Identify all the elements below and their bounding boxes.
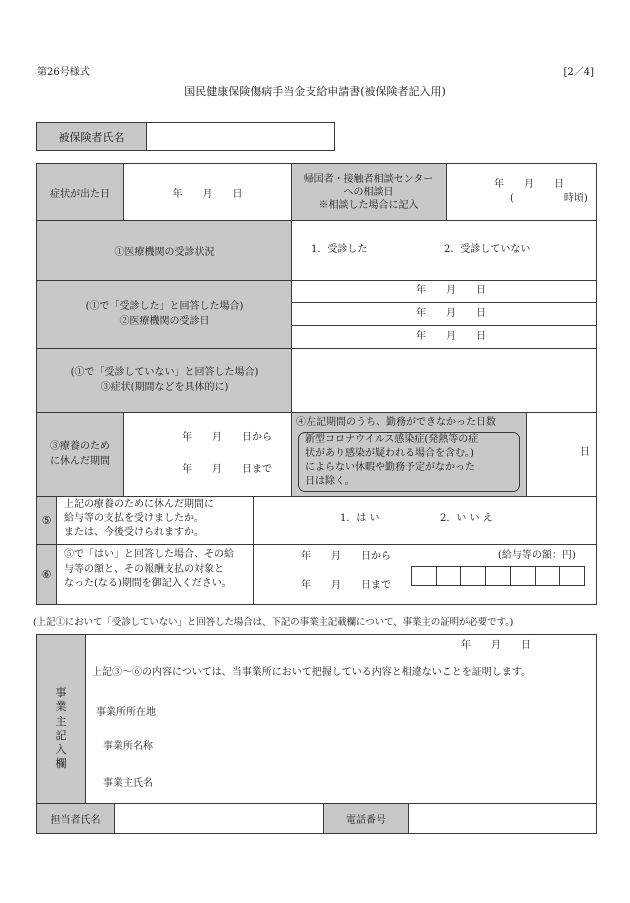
amount-label: (給与等の額：円) <box>498 550 576 561</box>
col-divider <box>253 496 254 604</box>
row-divider <box>291 302 597 303</box>
page-indicator: [2／4] <box>563 67 594 78</box>
col-divider <box>291 412 292 496</box>
symptoms-label: (①で「受診していない」と回答した場合) ③症状(期間などを具体的に) <box>70 367 259 393</box>
workdays-note-body: 新型コロナウイルス感染症(発熱等の症 状があり感染が疑われる場合を含む。) によらない休暇や勤務予定がなかった 日は除く。 <box>305 434 479 487</box>
employer-notice: (上記①において「受診していない」と回答した場合は、下記の事業主記載欄について、事業主の証明が必要です。) <box>33 617 514 628</box>
contact-person-label: 担当者氏名 <box>37 804 114 833</box>
amount-digit-box[interactable] <box>536 567 561 585</box>
amount-digit-box[interactable] <box>511 567 536 585</box>
q5-option-yes[interactable]: 1．は い <box>340 513 380 524</box>
row-divider <box>36 496 597 497</box>
amount-digit-boxes[interactable] <box>411 566 585 586</box>
option-not-visited[interactable]: 2．受診していない <box>444 244 531 255</box>
col-divider <box>123 412 124 496</box>
q5-question: 上記の療養のために休んだ期間に 給与等の支払を受けましたか。 または、今後受けられますか。 <box>64 499 214 538</box>
certification-date[interactable]: 年 月 日 <box>461 640 531 651</box>
workdays-note-title: ④左記期間のうち、勤務ができなかった日数 <box>296 417 496 428</box>
amount-digit-box[interactable] <box>437 567 462 585</box>
q5-number: ⑤ <box>41 514 52 527</box>
office-name-label: 事業所名称 <box>103 741 153 752</box>
option-visited[interactable]: 1．受診した <box>311 244 368 255</box>
row-divider <box>291 325 597 326</box>
visit-date-1[interactable]: 年 月 日 <box>416 285 486 296</box>
medical-status-label: ①医療機関の受診状況 <box>114 247 215 258</box>
visit-date-2[interactable]: 年 月 日 <box>416 308 486 319</box>
visit-date-3[interactable]: 年 月 日 <box>416 331 486 342</box>
absence-to-date[interactable]: 年 月 日まで <box>182 464 272 475</box>
q6-to-date[interactable]: 年 月 日まで <box>301 580 391 591</box>
visit-date-label: (①で「受診した」と回答した場合) ②医療機関の受診日 <box>85 301 244 327</box>
office-address-label: 事業所所在地 <box>96 707 156 718</box>
insured-name-label: 被保険者氏名 <box>36 122 147 151</box>
consult-date-label: 帰国者・接触者相談センター への相談日 ※相談した場合に記入 <box>303 173 434 211</box>
phone-number-label: 電話番号 <box>324 804 408 833</box>
amount-digit-box[interactable] <box>486 567 511 585</box>
phone-number-field[interactable] <box>409 804 596 833</box>
contact-person-field[interactable] <box>115 804 323 833</box>
onset-date-field[interactable]: 年 月 日 <box>172 188 243 200</box>
employer-section-label: 事業主記入欄 <box>55 686 67 771</box>
employer-owner-label: 事業主氏名 <box>103 778 153 789</box>
insured-name-field[interactable] <box>146 122 335 151</box>
absence-period-label: ③療養のため に休んだ期間 <box>50 441 110 467</box>
col-divider <box>56 496 57 604</box>
consult-date-field[interactable]: 年 月 日 <box>494 179 564 190</box>
col-divider <box>526 412 527 496</box>
symptoms-field[interactable] <box>292 349 596 412</box>
q6-from-date[interactable]: 年 月 日から <box>301 551 391 562</box>
col-divider <box>85 634 86 803</box>
certification-text: 上記③～⑥の内容については、当事業所において把握している内容と相違ないことを証明します。 <box>92 667 531 678</box>
q5-option-no[interactable]: 2．い い え <box>440 513 493 524</box>
form-title: 国民健康保険傷病手当金支給申請書(被保険者記入用) <box>184 85 446 98</box>
amount-digit-box[interactable] <box>560 567 584 585</box>
workdays-unit: 日 <box>580 447 590 458</box>
consult-time-field[interactable]: ( 時頃) <box>510 193 588 204</box>
absence-from-date[interactable]: 年 月 日から <box>182 432 272 443</box>
row-divider <box>36 544 597 545</box>
q6-number: ⑥ <box>41 568 52 581</box>
onset-date-label: 症状が出た日 <box>50 188 110 200</box>
q6-question: ⑤で「はい」と回答した場合、その給 与等の額と、その報酬支払の対象と なった(なる)期間を御記入ください。 <box>64 549 234 589</box>
form-number: 第26号様式 <box>37 67 90 78</box>
amount-digit-box[interactable] <box>461 567 486 585</box>
col-divider <box>446 163 447 220</box>
amount-digit-box[interactable] <box>412 567 437 585</box>
